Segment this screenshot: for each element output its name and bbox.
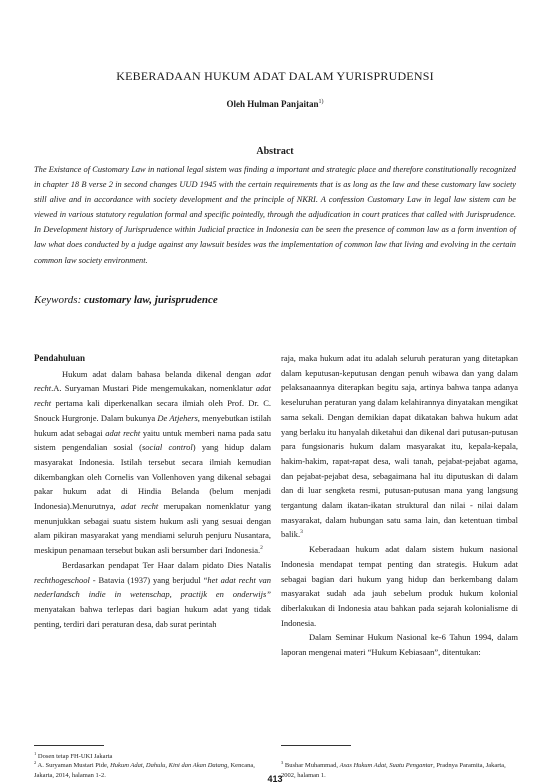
paragraph: Keberadaan hukum adat dalam sistem hukum nasional Indonesia mendapat tempat penting dan strategis. Hukum adat sebagai bagian dari hukum yang hidup dan berkembang dalam masyarakat sudah ada jauh sebelum produk hukum kolonial diberlakukan di Indonesia atau bahkan pada sejarah kolonialisme di Indonesia.	[281, 544, 518, 628]
keywords-line	[34, 294, 516, 306]
paragraph: Berdasarkan pendapat Ter Haar dalam pidato Dies Natalis rechthogeschool - Batavia (1937) yang berjudul “het adat recht van nederlandsch indie in wetenschap, practijk en onderwijs” menyatakan bahwa terlepas dari bagian hukum adat yang tidak penting, terdiri dari peraturan desa, dab surat perintah	[34, 559, 272, 629]
footnote: $^3$ Bushar Muhammad, Asas Hukum Adat, Suatu Pengantar, Pradnya Paramita, Jakarta, 2002, halaman 1.	[281, 760, 506, 779]
author-line	[0, 99, 550, 109]
left-column	[34, 351, 271, 631]
paper-title: KEBERADAAN HUKUM ADAT DALAM YURISPRUDENSI	[116, 69, 434, 83]
page-number: 413	[267, 774, 283, 784]
author-name: Oleh Hulman Panjaitan	[226, 99, 319, 109]
footnote-ref: 2	[260, 545, 263, 552]
footnote: $^2$ A. Suryaman Mustari Pide, Hukum Adat, Dahulu, Kini dan Akan Datang, Kencana, Jakarta, 2014, halaman 1-2.	[34, 760, 255, 779]
footnote-divider	[34, 745, 104, 746]
footnote-divider	[281, 745, 351, 746]
section-heading: Pendahuluan	[34, 353, 86, 363]
abstract-text: The Existance of Customary Law in national legal sistem was finding a important and strategic place and therefore constitutionally recognized in chapter 18 B verse 2 in second changes UUD 1945 with the certain requirements that is as long as the law and these customary law society still alive and in accordance with society development and the principle of NKRI. A confession Customary Law in legal law sistem can be viewed in various statutory regulation formal and specific pointedly, through the adjudication in court pratices that called with Jurisprudence. In Development history of Jurisprudence within Judicial practice in Indonesia can be seen the presence of common law as a form invention of law what does conducted by a judge against any lawsuit besides was the implementation of common law that living and evolving in the certain common law society environment.	[34, 165, 516, 265]
paragraph: Hukum adat dalam bahasa belanda dikenal dengan adat recht.A. Suryaman Mustari Pide mengemukakan, nomenklatur adat recht pertama kali diperkenalkan secara ilmiah oleh Prof. Dr. C. Snouck Hurgronje. Dalam bukunya De Atjehers, menyebutkan istilah hukum adat sebagai adat recht yaitu untuk memberi nama pada satu sistem pengendalian sosial (social control) yang hidup dalam masyarakat Indonesia. Istilah tersebut secara ilmiah kemudian dikembangkan oleh Cornelis van Vollenhoven yang dikenal sebagai pakar hukum adat di Hindia Belanda (belum menjadi Indonesia).Menurutnya, adat recht merupakan nomenklatur yang menunjukkan sebagai suatu sistem hukum asli yang sesuai dengan alam pikiran masyarakat yang mendiami seluruh penjuru Nusantara, meskipun penamaan tersebut bukan asli bersumber dari Indonesia.$^2$	[34, 368, 272, 556]
paragraph: raja, maka hukum adat itu adalah seluruh peraturan yang ditetapkan dalam keputusan-keputusan dengan penuh wibawa dan yang dalam pelaksanaannya diterapkan begitu saja, artinya bahwa tanpa adanya keseluruhan peraturan yang dalam kelahirannya dinyatakan mengikat sama sekali. Dengan demikian dapat dikatakan bahwa hukum adat yang berlaku itu hanyalah diketahui dan dikenal dari putusan-putusan para fungsionaris hukum dalam masyarakat itu, kepala-kepala, hakim-hakim, rapat-rapat desa, wali tanah, pejabat-pejabat agama, dan pejabat-pejabat desa, sebagaimana hal itu diputuskan di dalam dan di luar sengketa resmi, putusan-putusan mana yang langsung tergantung dalam ikatan-ikatan struktural dan nilai - nilai dalam masyarakat, dalam hubungan satu sama lain, dan ketentuan timbal balik.$^3$	[281, 353, 518, 540]
footnote: $^1$ Dosen tetap FH-UKI Jakarta	[34, 751, 113, 761]
keywords-label: Keywords:	[34, 294, 82, 306]
abstract-heading: Abstract	[256, 146, 294, 157]
footnote-ref: 3	[300, 529, 303, 536]
keywords-value: customary law, jurisprudence	[84, 294, 218, 306]
right-column	[281, 351, 518, 660]
author-note-marker: 1)	[318, 99, 324, 105]
paragraph: Dalam Seminar Hukum Nasional ke-6 Tahun 1994, dalam laporan mengenai materi “Hukum Kebiasaan”, ditentukan:	[281, 632, 518, 658]
